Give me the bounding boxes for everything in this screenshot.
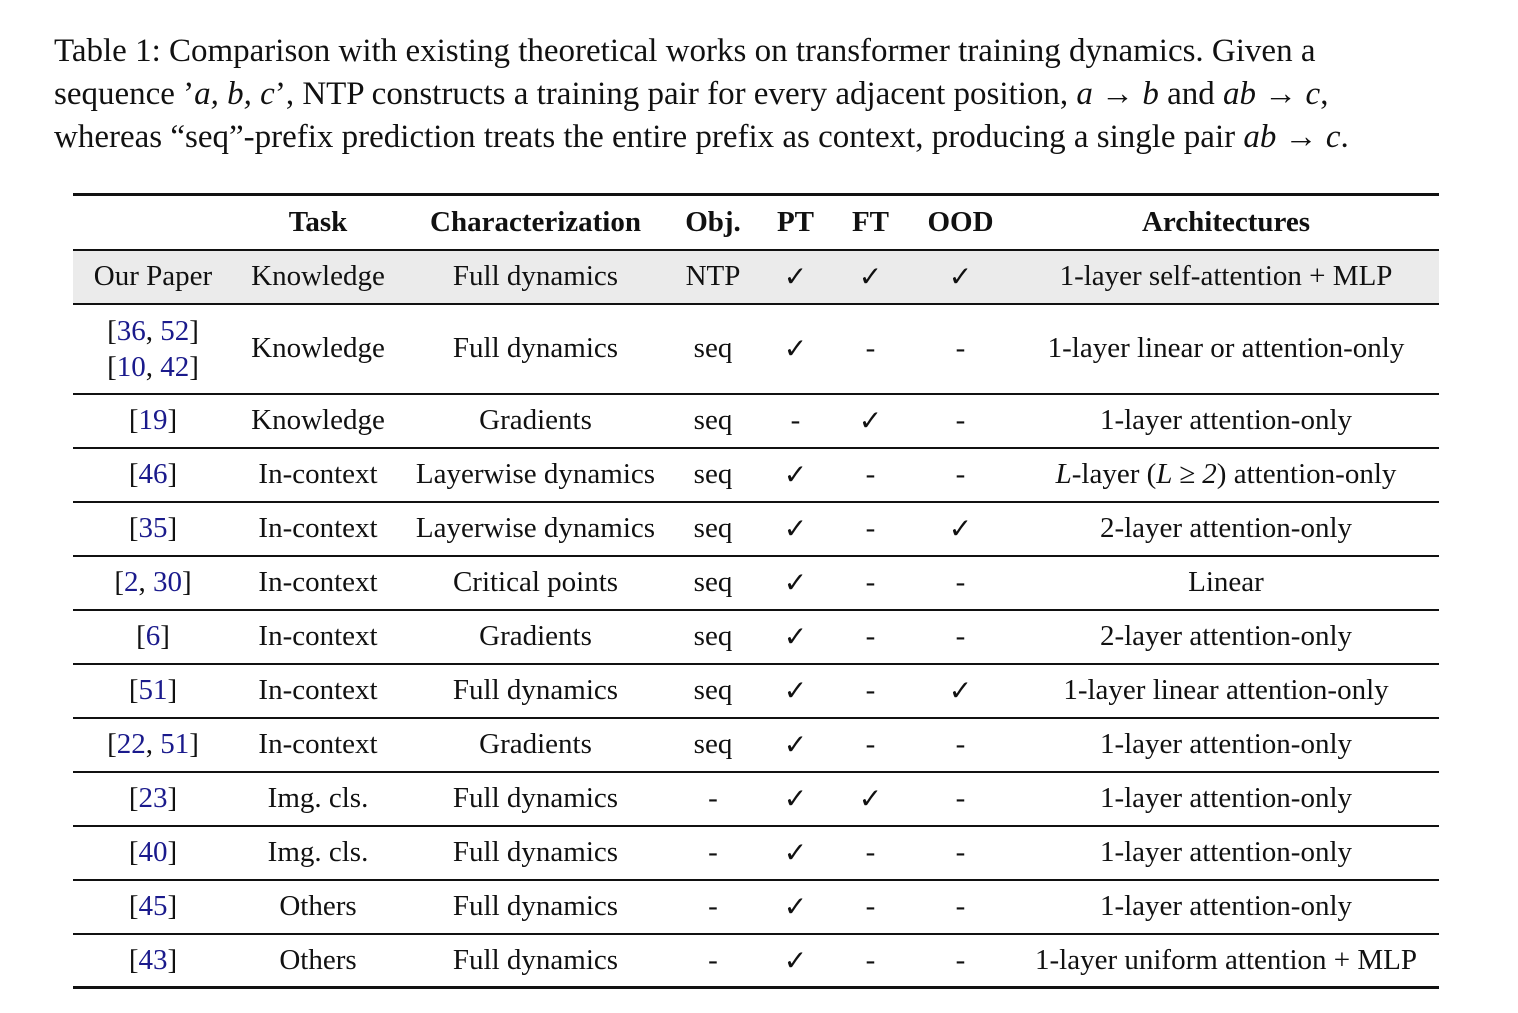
cell-ood: - bbox=[955, 782, 966, 814]
cell-architecture: 1-layer attention-only bbox=[1099, 404, 1353, 436]
table-row bbox=[73, 718, 1439, 772]
table-row-our-paper bbox=[73, 250, 1439, 304]
cell-pt: ✓ bbox=[783, 674, 808, 707]
cell-pt: ✓ bbox=[783, 512, 808, 545]
cell-ood: - bbox=[955, 836, 966, 868]
cell-ood: - bbox=[955, 458, 966, 490]
cell-ft: - bbox=[865, 566, 876, 598]
cell-characterization: Gradients bbox=[479, 728, 592, 760]
table-row bbox=[73, 502, 1439, 556]
cell-ref: [45] bbox=[128, 890, 178, 922]
table-row bbox=[73, 826, 1439, 880]
cell-ood: ✓ bbox=[908, 250, 1013, 304]
header-objective: Obj. bbox=[668, 195, 758, 250]
cell-objective: NTP bbox=[668, 250, 758, 304]
citation-link[interactable]: 19 bbox=[138, 404, 168, 436]
cell-ft: - bbox=[865, 890, 876, 922]
cell-architecture: Linear bbox=[1188, 566, 1264, 598]
cell-architecture: 2-layer attention-only bbox=[1099, 512, 1353, 544]
cell-objective: seq bbox=[693, 332, 733, 364]
comparison-table bbox=[73, 193, 1439, 989]
cell-characterization: Full dynamics bbox=[452, 890, 619, 922]
cell-task: Knowledge bbox=[251, 404, 385, 436]
table-caption bbox=[54, 30, 1474, 159]
cell-pt: ✓ bbox=[783, 458, 808, 491]
cell-ood: ✓ bbox=[948, 674, 973, 707]
cell-ref: [46] bbox=[128, 458, 178, 490]
citation-link[interactable]: 35 bbox=[138, 512, 168, 544]
cell-characterization: Gradients bbox=[479, 620, 592, 652]
cell-characterization: Full dynamics bbox=[452, 332, 619, 364]
cell-objective: seq bbox=[693, 566, 733, 598]
cell-ft: ✓ bbox=[833, 250, 908, 304]
cell-objective: seq bbox=[693, 620, 733, 652]
cell-objective: - bbox=[708, 782, 718, 814]
cell-ref: [19] bbox=[128, 404, 178, 436]
ref-line-1: [36, 52] bbox=[107, 314, 199, 347]
cell-ft: - bbox=[865, 512, 876, 544]
cell-ood: - bbox=[955, 404, 966, 436]
cell-task: Img. cls. bbox=[267, 782, 369, 814]
citation-link[interactable]: 23 bbox=[138, 782, 168, 814]
cell-ft: - bbox=[865, 332, 876, 364]
table-row bbox=[73, 394, 1439, 448]
citation-link[interactable]: 40 bbox=[138, 836, 168, 868]
citation-link[interactable]: 46 bbox=[138, 458, 168, 490]
header-ft: FT bbox=[833, 195, 908, 250]
header-pt: PT bbox=[758, 195, 833, 250]
cell-architecture: 1-layer attention-only bbox=[1099, 836, 1353, 868]
header-architectures: Architectures bbox=[1013, 195, 1439, 250]
cell-objective: seq bbox=[693, 728, 733, 760]
cell-ft: ✓ bbox=[858, 404, 883, 437]
cell-objective: - bbox=[708, 836, 718, 868]
cell-objective: seq bbox=[693, 674, 733, 706]
cell-ref: [23] bbox=[128, 782, 178, 814]
cell-characterization: Layerwise dynamics bbox=[415, 458, 656, 490]
cell-task: In-context bbox=[258, 620, 378, 652]
cell-pt: ✓ bbox=[783, 620, 808, 653]
table-row bbox=[73, 772, 1439, 826]
cell-objective: - bbox=[708, 943, 718, 976]
cell-architecture: 1-layer attention-only bbox=[1099, 890, 1353, 922]
cell-architecture: 2-layer attention-only bbox=[1099, 620, 1353, 652]
cell-architecture: L-layer (L ≥ 2) attention-only bbox=[1055, 458, 1397, 490]
citation-link[interactable]: 52 bbox=[160, 314, 190, 347]
cell-ft: - bbox=[865, 943, 876, 976]
header-task: Task bbox=[233, 195, 403, 250]
cell-characterization: Full dynamics bbox=[452, 782, 619, 814]
cell-ood: - bbox=[955, 943, 966, 976]
cell-characterization: Layerwise dynamics bbox=[415, 512, 656, 544]
cell-architecture: 1-layer self-attention + MLP bbox=[1013, 250, 1439, 304]
cell-ref: [2, 30] bbox=[114, 566, 192, 598]
cell-task: Others bbox=[279, 943, 357, 976]
cell-task: In-context bbox=[258, 566, 378, 598]
cell-task: Img. cls. bbox=[267, 836, 369, 868]
table-row bbox=[73, 610, 1439, 664]
cell-ood: - bbox=[955, 890, 966, 922]
caption-line-2: sequence ’a, b, c’, NTP constructs a training pair for every adjacent position, a → b and ab → c, bbox=[54, 76, 1329, 112]
citation-link[interactable]: 36 bbox=[116, 314, 146, 347]
cell-architecture: 1-layer linear or attention-only bbox=[1047, 332, 1405, 364]
cell-architecture: 1-layer uniform attention + MLP bbox=[1035, 943, 1417, 976]
cell-ft: ✓ bbox=[858, 782, 883, 815]
cell-task: Knowledge bbox=[233, 250, 403, 304]
cell-objective: seq bbox=[693, 458, 733, 490]
cell-architecture: 1-layer linear attention-only bbox=[1063, 674, 1389, 706]
citation-link[interactable]: 6 bbox=[145, 620, 161, 652]
cell-characterization: Full dynamics bbox=[403, 250, 668, 304]
header-characterization: Characterization bbox=[403, 195, 668, 250]
citation-link[interactable]: 2 bbox=[124, 566, 139, 598]
cell-task: Knowledge bbox=[251, 332, 385, 364]
table-header-row bbox=[73, 195, 1439, 250]
cell-pt: ✓ bbox=[783, 836, 808, 869]
cell-task: In-context bbox=[258, 512, 378, 544]
cell-ref: [43] bbox=[128, 943, 178, 976]
cell-ft: - bbox=[865, 620, 876, 652]
caption-line-3: whereas “seq”-prefix prediction treats the entire prefix as context, producing a single pair ab → c. bbox=[54, 119, 1349, 155]
citation-link[interactable]: 22 bbox=[116, 728, 146, 760]
cell-pt: ✓ bbox=[783, 566, 808, 599]
cell-pt: - bbox=[790, 404, 801, 436]
caption-line-1: Table 1: Comparison with existing theoretical works on transformer training dynamics. Given a bbox=[54, 33, 1316, 69]
cell-characterization: Full dynamics bbox=[452, 674, 619, 706]
cell-ref bbox=[73, 304, 233, 394]
cell-task: In-context bbox=[258, 458, 378, 490]
cell-ft: - bbox=[865, 836, 876, 868]
cell-ref: Our Paper bbox=[73, 250, 233, 304]
cell-pt: ✓ bbox=[783, 782, 808, 815]
citation-link[interactable]: 51 bbox=[160, 728, 190, 760]
citation-link[interactable]: 42 bbox=[160, 350, 190, 383]
citation-link[interactable]: 45 bbox=[138, 890, 168, 922]
cell-characterization: Full dynamics bbox=[452, 943, 619, 976]
cell-task: Others bbox=[279, 890, 357, 922]
cell-characterization: Full dynamics bbox=[452, 836, 619, 868]
cell-pt: ✓ bbox=[758, 250, 833, 304]
cell-architecture: 1-layer attention-only bbox=[1099, 782, 1353, 814]
cell-pt: ✓ bbox=[783, 728, 808, 761]
header-ood: OOD bbox=[908, 195, 1013, 250]
citation-link[interactable]: 43 bbox=[138, 943, 168, 976]
cell-ref: [6] bbox=[136, 620, 170, 652]
cell-characterization: Gradients bbox=[479, 404, 592, 436]
citation-link[interactable]: 10 bbox=[116, 350, 146, 383]
ref-line-2: [10, 42] bbox=[107, 350, 199, 383]
cell-objective: seq bbox=[693, 512, 733, 544]
cell-ft: - bbox=[865, 458, 876, 490]
cell-ref: [51] bbox=[128, 674, 178, 706]
cell-ft: - bbox=[865, 674, 876, 706]
cell-ref: [35] bbox=[128, 512, 178, 544]
cell-ood: ✓ bbox=[948, 512, 973, 545]
cell-ref: [40] bbox=[128, 836, 178, 868]
cell-architecture: 1-layer attention-only bbox=[1099, 728, 1353, 760]
cell-pt: ✓ bbox=[783, 332, 808, 365]
cell-objective: seq bbox=[693, 404, 733, 436]
cell-pt: ✓ bbox=[783, 890, 808, 923]
cell-ood: - bbox=[955, 728, 966, 760]
cell-characterization: Critical points bbox=[452, 566, 619, 598]
cell-ft: - bbox=[865, 728, 876, 760]
cell-ood: - bbox=[955, 332, 966, 364]
header-ref bbox=[73, 195, 233, 250]
cell-ood: - bbox=[955, 566, 966, 598]
cell-objective: - bbox=[708, 890, 718, 922]
table-row bbox=[73, 556, 1439, 610]
table-row bbox=[73, 880, 1439, 934]
table-row bbox=[73, 664, 1439, 718]
cell-task: In-context bbox=[258, 674, 378, 706]
cell-pt: ✓ bbox=[783, 943, 808, 977]
citation-link[interactable]: 51 bbox=[138, 674, 168, 706]
table-row bbox=[73, 934, 1439, 988]
table-row bbox=[73, 304, 1439, 394]
cell-ood: - bbox=[955, 620, 966, 652]
cell-ref: [22, 51] bbox=[107, 728, 199, 760]
citation-link[interactable]: 30 bbox=[153, 566, 182, 598]
cell-task: In-context bbox=[258, 728, 378, 760]
table-row bbox=[73, 448, 1439, 502]
